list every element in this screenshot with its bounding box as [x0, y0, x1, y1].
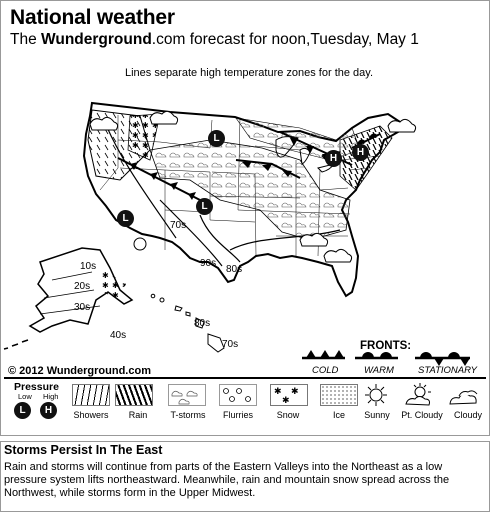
legend-low-icon: L	[14, 402, 31, 419]
copyright: © 2012 Wunderground.com	[8, 365, 151, 377]
ice-swatch-icon	[320, 384, 358, 406]
cloudy-icon	[450, 391, 477, 404]
tstorm-pattern-icon	[169, 385, 205, 405]
map-note: Lines separate high temperature zones for the day.	[124, 67, 374, 79]
story-body: Rain and storms will continue from parts of the Eastern Valleys into the Northeast as a low pressure system lifts northeastward. Meanwhile, rain and mountain snow spread across the Northwest, while storms form in the Upper Midwest.	[4, 461, 450, 499]
svg-text:✱: ✱	[274, 387, 282, 397]
legend-label-rain: Rain	[128, 410, 148, 420]
rain-swatch-icon	[115, 384, 153, 406]
svg-text:✱: ✱	[282, 396, 290, 405]
pressure-legend-title: Pressure	[14, 381, 59, 393]
subtitle-suffix: .com forecast for noon,Tuesday, May 1	[151, 31, 419, 48]
subtitle-prefix: The	[10, 31, 42, 48]
legend-label-snow: Snow	[276, 410, 300, 420]
flurries-pattern-icon	[220, 385, 256, 405]
svg-text:✱: ✱	[291, 387, 299, 397]
legend-high-icon: H	[40, 402, 57, 419]
high-pressure-icon: H	[352, 144, 369, 161]
alaska-aleutians	[4, 340, 28, 349]
sunny-icon	[365, 384, 387, 406]
temp-zone-label: 80s	[194, 318, 211, 329]
legend-label-cloudy: Cloudy	[453, 410, 482, 420]
warm-front-label: WARM	[364, 365, 394, 376]
legend-label-sunny: Sunny	[364, 410, 390, 420]
legend-label-pt-cloudy: Pt. Cloudy	[401, 410, 443, 420]
low-pressure-icon: L	[196, 198, 213, 215]
high-pressure-icon: H	[325, 150, 342, 167]
partly-cloudy-icon	[406, 383, 431, 405]
temp-zone-label: 20s	[74, 281, 91, 292]
legend-label-ice: Ice	[332, 410, 345, 420]
temp-zone-label: 30s	[74, 302, 91, 313]
temp-zone-label: 70s	[222, 339, 239, 350]
flurries-swatch-icon	[219, 384, 257, 406]
sky-condition-icons	[364, 382, 494, 410]
page-title: National weather	[10, 6, 175, 29]
temp-zone-label: 10s	[80, 261, 97, 272]
legend-divider	[4, 377, 486, 379]
fronts-title: FRONTS:	[360, 340, 412, 352]
story-title: Storms Persist In The East	[4, 443, 163, 457]
legend-label-tstorms: T-storms	[170, 410, 206, 420]
high-label: High	[43, 392, 59, 401]
cold-front-label: COLD	[312, 365, 339, 376]
temp-zone-label: 70s	[170, 220, 187, 231]
stationary-front-label: STATIONARY	[418, 365, 477, 376]
temp-zone-label: 80s	[226, 264, 243, 275]
temp-zone-label: 90s	[200, 258, 217, 269]
showers-swatch-icon	[72, 384, 110, 406]
legend-label-flurries: Flurries	[222, 410, 253, 420]
low-pressure-icon: L	[208, 130, 225, 147]
subtitle-brand: Wunderground	[41, 31, 152, 48]
front-legend-symbols	[302, 350, 470, 366]
legend-label-showers: Showers	[73, 410, 109, 420]
low-label: Low	[18, 392, 32, 401]
low-pressure-icon: L	[117, 210, 134, 227]
hawaii-islands	[151, 294, 224, 352]
snow-swatch-icon	[270, 384, 308, 406]
temp-zone-label: 40s	[110, 330, 127, 341]
tstorm-swatch-icon	[168, 384, 206, 406]
snow-pattern-icon	[271, 385, 307, 405]
